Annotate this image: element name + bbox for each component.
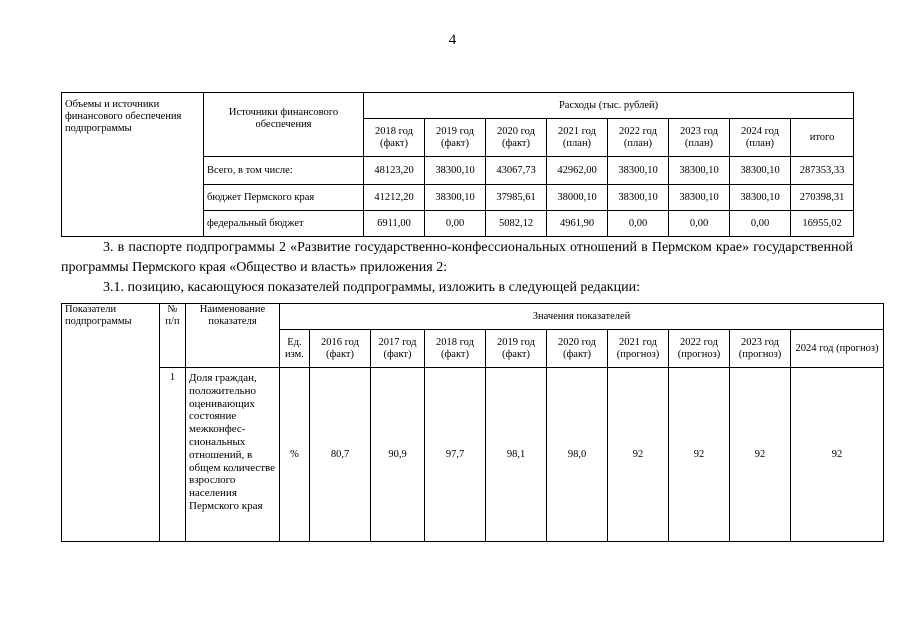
table-row [62,368,884,542]
cell-value: 38300,10 [730,185,791,211]
cell-value: 0,00 [608,211,669,237]
year-header: 2019 год (факт) [425,119,486,157]
page-number: 4 [448,32,457,48]
cell-value: 38000,10 [547,185,608,211]
unit-value: % [280,368,310,542]
cell-value: 38300,10 [425,157,486,185]
number-header: № п/п [160,304,186,368]
year-header: 2023 год (прогноз) [730,330,791,368]
indicator-value: 92 [608,368,669,542]
paragraph-subprogram-passport: 3. в паспорте подпрограммы 2 «Развитие государственно-конфессиональных отношений в Пермском крае» государственной программы Пермского края «Общество и власть» приложения 2: [61,240,853,275]
cell-value: 42962,00 [547,157,608,185]
year-header: 2021 год (прогноз) [608,330,669,368]
indicator-value: 92 [669,368,730,542]
cell-value: 6911,00 [364,211,425,237]
year-header: 2018 год (факт) [425,330,486,368]
cell-value: 4961,90 [547,211,608,237]
cell-value: 0,00 [669,211,730,237]
cell-value: 38300,10 [425,185,486,211]
year-header: 2018 год (факт) [364,119,425,157]
row-label: федеральный бюджет [204,211,364,237]
financing-row-header: Объемы и источники финансового обеспечения подпрограммы [62,93,204,237]
cell-value: 0,00 [425,211,486,237]
indicators-table [61,303,884,542]
values-header: Значения показателей [280,304,884,330]
year-header: 2017 год (факт) [371,330,425,368]
expenses-header: Расходы (тыс. рублей) [364,93,854,119]
cell-value: 43067,73 [486,157,547,185]
sources-header: Источники финансового обеспечения [204,93,364,157]
indicator-value: 80,7 [310,368,371,542]
indicator-value: 97,7 [425,368,486,542]
cell-value: 16955,02 [791,211,854,237]
year-header: 2024 год (план) [730,119,791,157]
indicator-value: 92 [791,368,884,542]
cell-value: 270398,31 [791,185,854,211]
total-header: итого [791,119,854,157]
cell-value: 38300,10 [608,157,669,185]
year-header: 2016 год (факт) [310,330,371,368]
cell-value: 41212,20 [364,185,425,211]
year-header: 2022 год (план) [608,119,669,157]
cell-value: 287353,33 [791,157,854,185]
row-label: бюджет Пермского края [204,185,364,211]
indicators-header: Показатели подпрограммы [62,304,160,542]
indicator-value: 92 [730,368,791,542]
indicator-name-header: Наименование показателя [186,304,280,368]
cell-value: 38300,10 [669,185,730,211]
cell-value: 48123,20 [364,157,425,185]
year-header: 2023 год (план) [669,119,730,157]
year-header: 2021 год (план) [547,119,608,157]
cell-value: 38300,10 [608,185,669,211]
year-header: 2020 год (факт) [486,119,547,157]
indicator-value: 98,1 [486,368,547,542]
cell-value: 5082,12 [486,211,547,237]
indicator-value: 98,0 [547,368,608,542]
year-header: 2024 год (прогноз) [791,330,884,368]
year-header: 2022 год (прогноз) [669,330,730,368]
indicator-value: 90,9 [371,368,425,542]
unit-header: Ед. изм. [280,330,310,368]
row-number: 1 [160,368,186,542]
year-header: 2020 год (факт) [547,330,608,368]
cell-value: 37985,61 [486,185,547,211]
cell-value: 38300,10 [669,157,730,185]
indicator-name: Доля граждан, положительно оценивающих состояние межконфес-сиональных отношений, в общем количестве взрослого населения Пермского края [186,368,280,542]
financing-table [61,92,854,237]
paragraph-indicators-position: 3.1. позицию, касающуюся показателей подпрограммы, изложить в следующей редакции: [103,280,640,295]
row-label: Всего, в том числе: [204,157,364,185]
cell-value: 0,00 [730,211,791,237]
year-header: 2019 год (факт) [486,330,547,368]
cell-value: 38300,10 [730,157,791,185]
